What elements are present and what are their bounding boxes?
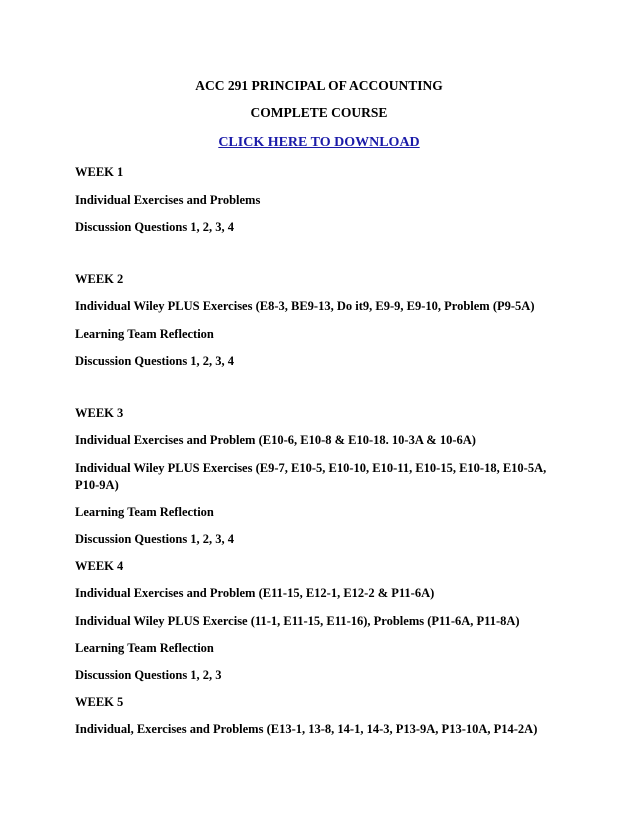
week-item: Discussion Questions 1, 2, 3, 4 bbox=[75, 532, 235, 546]
week-heading: WEEK 5 bbox=[75, 695, 124, 709]
week-item: Individual Exercises and Problem (E10-6, E10-8 & E10-18. 10-3A & 10-6A) bbox=[75, 433, 476, 447]
download-link[interactable]: CLICK HERE TO DOWNLOAD bbox=[218, 135, 420, 150]
week-heading: WEEK 3 bbox=[75, 406, 124, 420]
week-item: Individual Exercises and Problems bbox=[75, 193, 261, 207]
week-item: Learning Team Reflection bbox=[75, 505, 214, 519]
document-subtitle: COMPLETE COURSE bbox=[250, 105, 388, 120]
week-item: Discussion Questions 1, 2, 3, 4 bbox=[75, 354, 235, 368]
week-item: Discussion Questions 1, 2, 3, 4 bbox=[75, 220, 235, 234]
week-heading: WEEK 2 bbox=[75, 272, 124, 286]
document-title: ACC 291 PRINCIPAL OF ACCOUNTING bbox=[195, 78, 443, 93]
week-item: Learning Team Reflection bbox=[75, 641, 214, 655]
week-item: Individual Wiley PLUS Exercises (E9-7, E10-5, E10-10, E10-11, E10-15, E10-18, E10-5A, P10-9A) bbox=[75, 461, 547, 492]
week-item: Discussion Questions 1, 2, 3 bbox=[75, 668, 222, 682]
week-heading: WEEK 1 bbox=[75, 165, 124, 179]
week-heading: WEEK 4 bbox=[75, 559, 124, 573]
week-item: Individual Wiley PLUS Exercises (E8-3, BE9-13, Do it9, E9-9, E9-10, Problem (P9-5A) bbox=[75, 299, 535, 313]
week-item: Individual Wiley PLUS Exercise (11-1, E11-15, E11-16), Problems (P11-6A, P11-8A) bbox=[75, 614, 520, 628]
week-item: Learning Team Reflection bbox=[75, 327, 214, 341]
week-item: Individual Exercises and Problem (E11-15, E12-1, E12-2 & P11-6A) bbox=[75, 586, 435, 600]
week-item: Individual, Exercises and Problems (E13-1, 13-8, 14-1, 14-3, P13-9A, P13-10A, P14-2A) bbox=[75, 722, 538, 736]
